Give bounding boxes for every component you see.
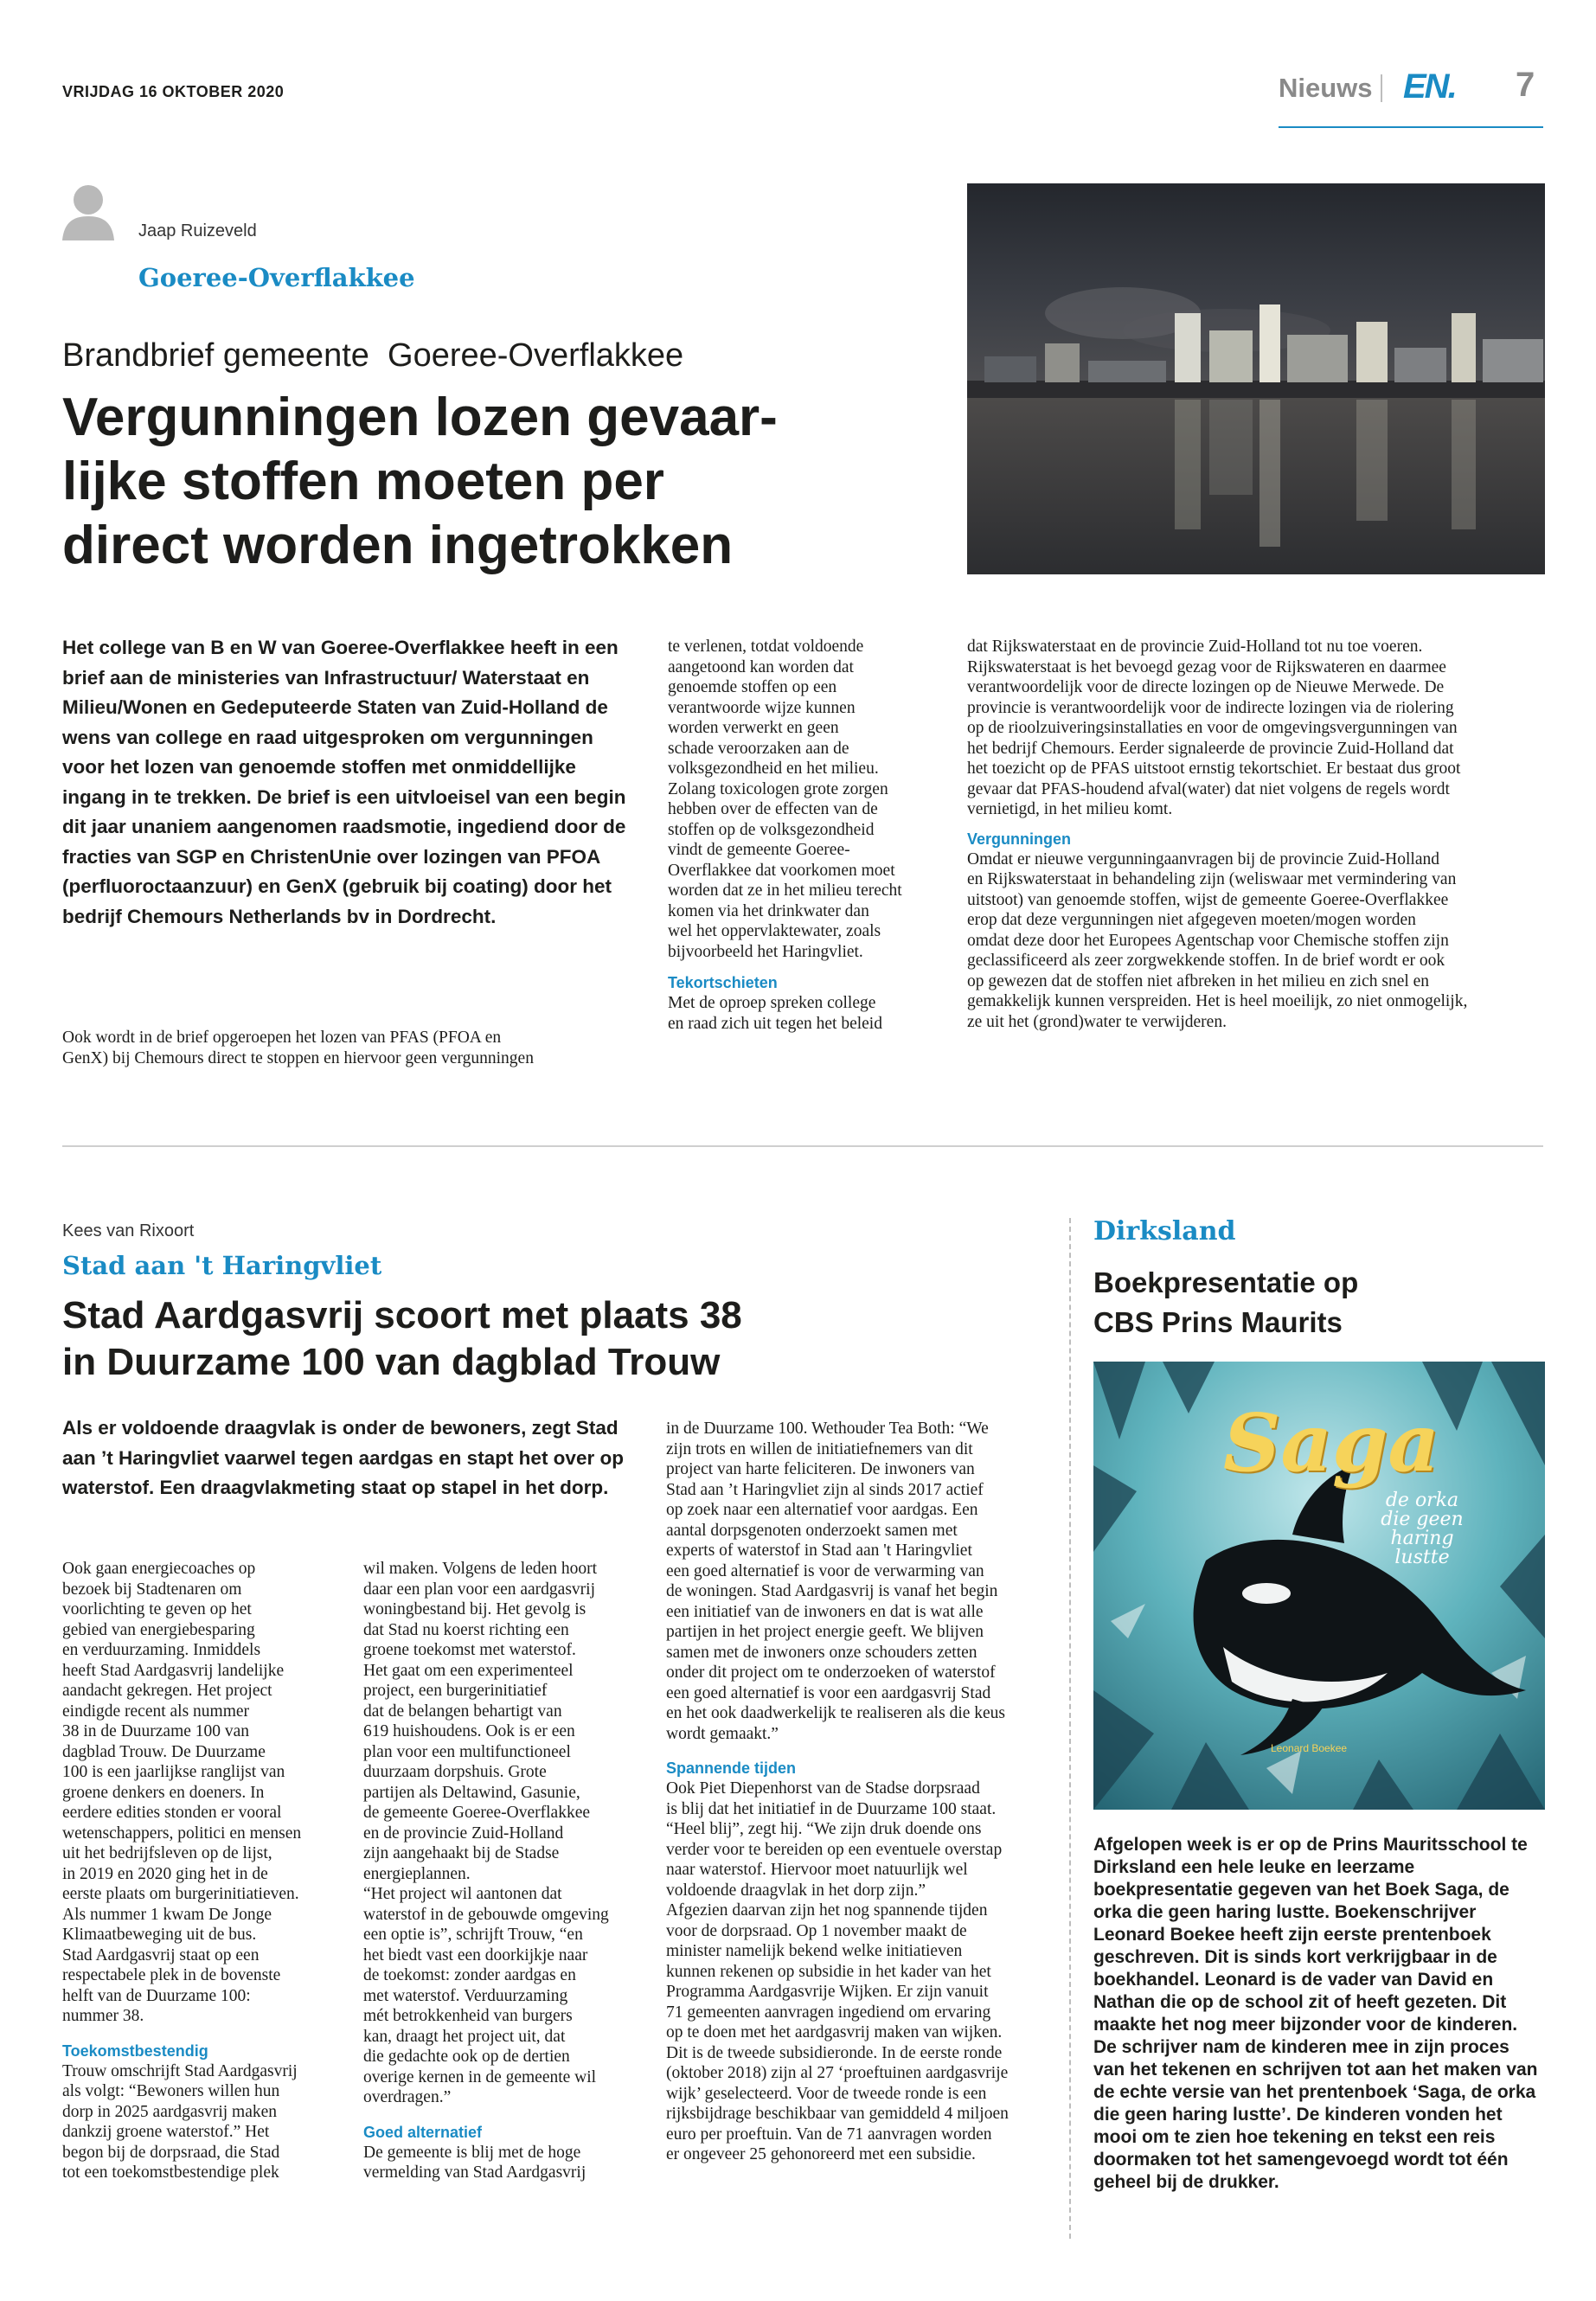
column-text: De gemeente is blij met de hoge vermelding van Stad Aardgasvrij <box>363 2143 586 2182</box>
article-column-1: Ook wordt in de brief opgeroepen het lozen van PFAS (PFOA en GenX) bij Chemours direct te stoppen en hiervoor geen vergunningen <box>62 1029 534 1067</box>
article-kicker: Brandbrief gemeente Goeree-Overflakkee <box>62 337 684 374</box>
book-title: Saga <box>1223 1396 1439 1490</box>
person-icon <box>62 183 114 240</box>
header-rule <box>1279 126 1543 128</box>
page-date: VRIJDAG 16 OKTOBER 2020 <box>62 83 285 100</box>
article-body: Afgelopen week is er op de Prins Mauritsschool te Dirksland een hele leuke en leerzame boekpresentatie gegeven van het Boek Saga, de orka die geen haring lustte. Boekenschrijver Leonard Boekee heeft zijn eerste prentenboek geschreven. Dit is sinds kort verkrijgbaar in de boekhandel. Leonard is de vader van David en Nathan die op de school zit of heeft gezeten. Dit maakte het nog meer bijzonder voor de kinderen. De schrijver nam de kinderen mee in zijn proces van het tekenen en schrijven tot aan het maken van de echte versie van het prentenboek ‘Saga, de orka die geen haring lustte’. De kinderen vonden het mooi om te zien hoe tekening en tekst een reis doormaken tot het samengevoegd wordt tot één geheel bij de drukker. <box>1093 1835 1538 2192</box>
column-text: Omdat er nieuwe vergunningaanvragen bij de provincie Zuid-Holland en Rijkswaterstaat in behandeling zijn (weliswaar met vermindering van uitstoot) van genoemde stoffen, wijst de gemeente Goeree-Overflakkee erop dat deze vergunningen niet afgegeven moeten/mogen worden omdat deze door het Europees Agentschap voor Chemische stoffen zijn geclassificeerd als zeer zorgwekkende stoffen. In de brief wordt er ook op gewezen dat de stoffen niet afbreken in het milieu en zich snel en gemakkelijk kunnen verspreiden. Het is heel moeilijk, zo niet onmogelijk, ze uit het (grond)water te verwijderen. <box>967 849 1468 1031</box>
subheading: Tekortschieten <box>668 974 778 991</box>
book-cover-image <box>1093 1362 1545 1810</box>
column-text: Trouw omschrijft Stad Aardgasvrij als volgt: “Bewoners willen hun dorp in 2025 aardgasvrij maken dankzij groene waterstof.” Het begon bij de dorpsraad, die Stad tot een toekomstbestendige plek <box>62 2061 298 2182</box>
article-intro: Als er voldoende draagvlak is onder de bewoners, zegt Stad aan ’t Haringvliet vaarwel tegen aardgas en stapt het over op waterstof. Een draagvlakmeting staat op stapel in het dorp. <box>62 1417 624 1498</box>
section-divider <box>1381 74 1382 102</box>
article-column-2 <box>363 1559 649 2183</box>
region-label: Dirksland <box>1093 1216 1236 1247</box>
subheading: Vergunningen <box>967 830 1072 848</box>
column-text: Met de oproep spreken college en raad zich uit tegen het beleid <box>668 994 882 1033</box>
book-author: Leonard Boekee <box>1271 1742 1348 1754</box>
author-name: Jaap Ruizeveld <box>138 221 257 240</box>
industrial-night-photo <box>967 183 1545 574</box>
author-avatar <box>62 183 114 240</box>
article-intro: Het college van B en W van Goeree-Overflakkee heeft in een brief aan de ministeries van Infrastructuur/ Waterstaat en Milieu/Wonen en Gedeputeerde Staten van Zuid-Holland de wens van college en raad uitgesproken om vergunningen voor het lozen van genoemde stoffen met onmiddellijke ingang in te trekken. De brief is een uitvloeisel van een begin dit jaar unaniem aangenomen raadsmotie, ingediend door de fracties van SGP en ChristenUnie over lozingen van PFOA (perfluoroctaanzuur) en GenX (gebruik bij coating) door het bedrijf Chemours Netherlands bv in Dordrecht. <box>62 637 626 927</box>
region-label: Goeree-Overflakkee <box>138 263 415 292</box>
article-headline: Stad Aardgasvrij scoort met plaats 38 in Duurzame 100 van dagblad Trouw <box>62 1294 742 1383</box>
subheading: Spannende tijden <box>666 1759 797 1777</box>
author-name: Kees van Rixoort <box>62 1221 195 1240</box>
article-column-3 <box>666 1419 1073 2165</box>
column-text: te verlenen, totdat voldoende aangetoond kan worden dat genoemde stoffen op een verantwoorde wijze kunnen worden verwerkt en geen schade veroorzaken aan de volksgezondheid en het milieu. Zolang toxicologen grote zorgen hebben over de effecten van de stoffen op de volksgezondheid vindt de gemeente Goeree- Overflakkee dat voorkomen moet worden dat ze in het milieu terecht komen via het drinkwater dan wel het oppervlaktewater, zoals bijvoorbeeld het Haringvliet. <box>668 638 902 961</box>
article-column-3 <box>967 637 1555 1032</box>
article-column-1 <box>62 1559 348 2183</box>
column-text: Ook gaan energiecoaches op bezoek bij Stadtenaren om voorlichting te geven op het gebied van energiebesparing en verduurzaming. Inmiddels heeft Stad Aardgasvrij landelijke aandacht gekregen. Het project eindigde recent als nummer 38 in de Duurzame 100 van dagblad Trouw. De Duurzame 100 is een jaarlijkse ranglijst van groene denkers en doeners. In eerdere edities stonden er vooral wetenschappers, politici en mensen uit het bedrijfsleven op de lijst, in 2019 en 2020 ging het in de eerste plaats om burgerinitiatieven. Als nummer 1 kwam De Jonge Klimaatbeweging uit de bus. Stad Aardgasvrij staat op een respectabele plek in de bovenste helft van de Duurzame 100: nummer 38. <box>62 1560 302 2025</box>
book-subtitle: de orka die geen haring lustte <box>1381 1490 1464 1568</box>
article-column-2 <box>668 637 945 1034</box>
column-text: dat Rijkswaterstaat en de provincie Zuid-Holland tot nu toe voeren. Rijkswaterstaat is het bevoegd gezag voor de Rijkswateren en daarmee verantwoordelijk voor de directe lozingen op de Nieuwe Merwede. De provincie is verantwoordelijk voor de indirecte lozingen via de riolering op de rioolzuiveringsinstallaties en voor de omgevingsvergunningen van het bedrijf Chemours. Eerder signaleerde de provincie Zuid-Holland dat het toezicht op de PFAS uitstoot ernstig tekortschiet. Er bestaat dus groot gevaar dat PFAS-houdend afval(water) dat niet volgens de regels wordt vernietigd, in het milieu komt. <box>967 638 1461 818</box>
column-text: wil maken. Volgens de leden hoort daar een plan voor een aardgasvrij woningbestand bij. Het gevolg is dat Stad nu koerst richting een groene toekomst met waterstof. Het gaat om een experimenteel project, een burgerinitiatief dat de belangen behartigt van 619 huishoudens. Ook is er een plan voor een multifunctioneel duurzaam dorpshuis. Grote partijen als Deltawind, Gasunie, de gemeente Goeree-Overflakkee en de provincie Zuid-Holland zijn aangehaakt bij de Stadse energieplannen. “Het project wil aantonen dat waterstof in de gebouwde omgeving een optie is”, schrijft Trouw, “en het biedt vast een doorkijkje naar de toekomst: zonder aardgas en met waterstof. Verduurzaming mét betrokkenheid van burgers kan, draagt het project uit, dat die gedachte ook op de dertien overige kernen in de gemeente wil overdragen.” <box>363 1560 609 2106</box>
article-headline: Boekpresentatie op CBS Prins Maurits <box>1093 1266 1359 1338</box>
section-label: Nieuws <box>1279 73 1373 103</box>
column-divider <box>1069 1218 1071 2239</box>
publication-logo: EN. <box>1403 67 1456 106</box>
region-label: Stad aan 't Haringvliet <box>62 1251 382 1280</box>
section-separator <box>62 1145 1543 1147</box>
article-headline: Vergunningen lozen gevaar- lijke stoffen moeten per direct worden ingetrokken <box>62 388 778 575</box>
column-text: in de Duurzame 100. Wethouder Tea Both: “We zijn trots en willen de initiatiefnemers van dit project van harte feliciteren. De inwoners van Stad aan ’t Haringvliet zijn al sinds 2017 actief op zoek naar een alternatief voor aardgas. Een aantal dorpsgenoten onderzoekt samen met experts of waterstof in Stad aan 't Haringvliet een goed alternatief is voor de verwarming van de woningen. Stad Aardgasvrij is vanaf het begin een initiatief van de inwoners en dat is wat alle partijen in het project energie geeft. We blijven samen met de inwoners onze schouders zetten onder dit project om te onderzoeken of waterstof een goed alternatief is voor een aardgasvrij Stad en het ook daadwerkelijk te realiseren als die keus wordt gemaakt.” <box>666 1420 1006 1743</box>
page-number: 7 <box>1516 66 1535 104</box>
column-text: Ook Piet Diepenhorst van de Stadse dorpsraad is blij dat het initiatief in de Duurzame 100 staat. “Heel blij”, zegt hij. “We zijn druk doende ons verder voor te bereiden op een eventuele overstap naar waterstof. Hiervoor moet natuurlijk wel voldoende draagvlak in het dorp zijn.” Afgezien daarvan zijn het nog spannende tijden voor de dorpsraad. Op 1 november maakt de minister namelijk bekend welke initiatieven kunnen rekenen op subsidie in het kader van het Programma Aardgasvrije Wijken. Er zijn vanuit 71 gemeenten aanvragen ingediend om ervaring op te doen met het aardgasvrij maken van wijken. Dit is de tweede subsidieronde. In de eerste ronde (oktober 2018) zijn al 27 ‘proeftuinen aardgasvrije wijk’ geselecteerd. Voor de tweede ronde is een rijksbijdrage beschikbaar van gemiddeld 4 miljoen euro per proeftuin. Van de 71 aanvragen worden er ongeveer 25 gehonoreerd met een subsidie. <box>666 1779 1009 2163</box>
subheading: Goed alternatief <box>363 2123 483 2141</box>
subheading: Toekomstbestendig <box>62 2041 208 2060</box>
